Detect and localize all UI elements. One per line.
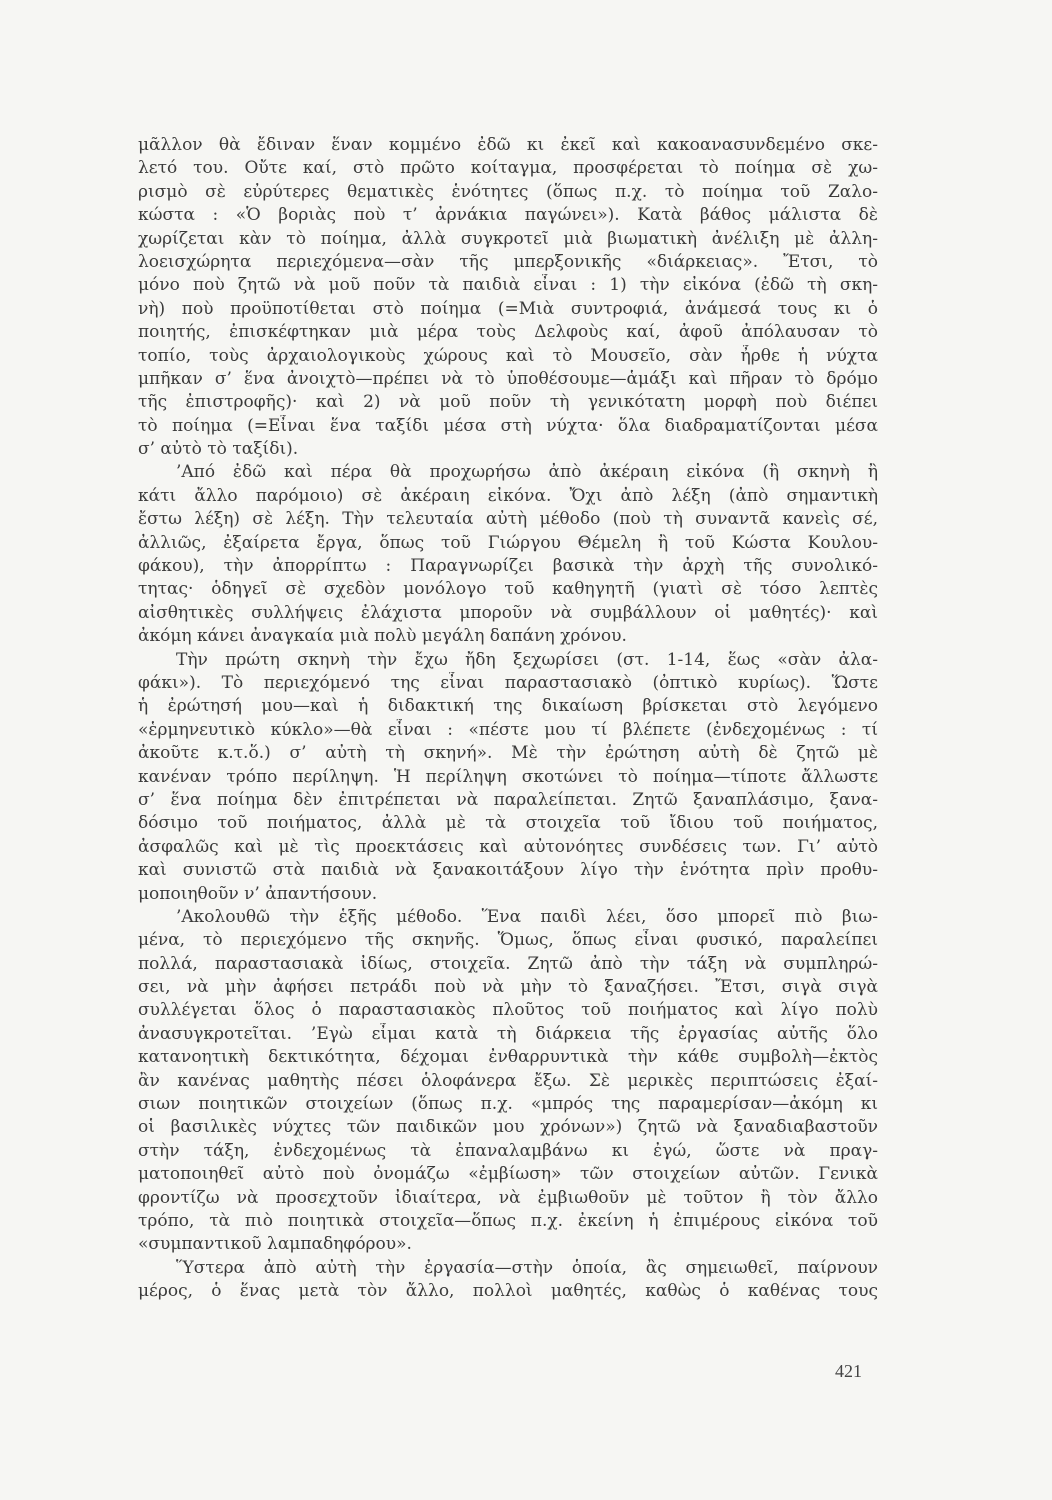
text-line: σ’ ἕνα ποίημα δὲν ἐπιτρέπεται νὰ παραλείπεται. Ζητῶ ξαναπλάσιμο, ξανα- — [138, 789, 878, 810]
text-line: ἀνασυγκροτεῖται. ’Εγὼ εἶμαι κατὰ τὴ διάρκεια τῆς ἐργασίας αὐτῆς ὅλο — [138, 1023, 878, 1044]
text-line: δόσιμο τοῦ ποιήματος, ἀλλὰ μὲ τὰ στοιχεῖα τοῦ ἴδιου τοῦ ποιήματος, — [138, 813, 878, 834]
text-line: νὴ) ποὺ προϋποτίθεται στὸ ποίημα (=Μιὰ συντροφιά, ἀνάμεσά τους κι ὁ — [138, 298, 878, 319]
text-line: συλλέγεται ὅλος ὁ παραστασιακὸς πλοῦτος τοῦ ποιήματος καὶ λίγο πολὺ — [138, 1000, 878, 1021]
text-line: ἀκόμη κάνει ἀναγκαία μιὰ πολὺ μεγάλη δαπάνη χρόνου. — [138, 626, 627, 647]
text-line: κώστα : «Ὁ βοριὰς ποὺ τ’ ἀρνάκια παγώνει»). Κατὰ βάθος μάλιστα δὲ — [138, 205, 878, 226]
text-line: ’Ακολουθῶ τὴν ἑξῆς μέθοδο. Ἕνα παιδὶ λέει, ὅσο μπορεῖ πιὸ βιω- — [176, 906, 878, 927]
text-line: κάτι ἄλλο παρόμοιο) σὲ ἀκέραιη εἰκόνα. Ὄχι ἀπὸ λέξη (ἀπὸ σημαντικὴ — [138, 485, 878, 506]
text-line: ποιητής, ἐπισκέφτηκαν μιὰ μέρα τοὺς Δελφοὺς καί, ἀφοῦ ἀπόλαυσαν τὸ — [138, 322, 878, 343]
text-line: «συμπαντικοῦ λαμπαδηφόρου». — [138, 1234, 412, 1255]
text-line: τῆς ἐπιστροφῆς)· καὶ 2) νὰ μοῦ ποῦν τὴ γενικότατη μορφὴ ποὺ διέπει — [138, 392, 878, 413]
text-line: τρόπο, τὰ πιὸ ποιητικὰ στοιχεῖα—ὅπως π.χ. ἐκείνη ἡ ἐπιμέρους εἰκόνα τοῦ — [138, 1210, 878, 1231]
text-line: τητας· ὁδηγεῖ σὲ σχεδὸν μονόλογο τοῦ καθηγητῆ (γιατὶ σὲ τόσο λεπτὲς — [138, 579, 878, 600]
text-line: ἀλλιῶς, ἐξαίρετα ἔργα, ὅπως τοῦ Γιώργου Θέμελη ἢ τοῦ Κώστα Κουλου- — [138, 532, 878, 553]
text-line: μᾶλλον θὰ ἔδιναν ἕναν κομμένο ἐδῶ κι ἐκεῖ καὶ κακοανασυνδεμένο σκε- — [138, 135, 878, 155]
text-line: Ὕστερα ἀπὸ αὐτὴ τὴν ἐργασία—στὴν ὁποία, ἂς σημειωθεῖ, παίρνουν — [176, 1257, 878, 1278]
text-line: ρισμὸ σὲ εὐρύτερες θεματικὲς ἑνότητες (ὅπως π.χ. τὸ ποίημα τοῦ Ζαλο- — [138, 181, 878, 202]
text-line: Τὴν πρώτη σκηνὴ τὴν ἔχω ἤδη ξεχωρίσει (στ. 1-14, ἕως «σὰν ἀλα- — [176, 649, 878, 670]
text-line: στὴν τάξη, ἐνδεχομένως τὰ ἐπαναλαμβάνω κι ἐγώ, ὥστε νὰ πραγ- — [138, 1140, 878, 1161]
text-line: μόνο ποὺ ζητῶ νὰ μοῦ ποῦν τὰ παιδιὰ εἶναι : 1) τὴν εἰκόνα (ἐδῶ τὴ σκη- — [138, 275, 878, 296]
text-line: πολλά, παραστασιακὰ ἰδίως, στοιχεῖα. Ζητῶ ἀπὸ τὴν τάξη νὰ συμπληρώ- — [138, 953, 878, 974]
text-line: καὶ συνιστῶ στὰ παιδιὰ νὰ ξανακοιτάξουν λίγο τὴν ἑνότητα πρὶν προθυ- — [138, 860, 878, 881]
text-line: ἔστω λέξη) σὲ λέξη. Τὴν τελευταία αὐτὴ μέθοδο (ποὺ τὴ συναντᾶ κανεὶς σέ, — [138, 509, 878, 530]
text-line: λοεισχώρητα περιεχόμενα—σὰν τῆς μπερξονικῆς «διάρκειας». Ἔτσι, τὸ — [138, 251, 878, 272]
text-line: σ’ αὐτὸ τὸ ταξίδι). — [138, 439, 299, 460]
text-line: φάκου), τὴν ἀπορρίπτω : Παραγνωρίζει βασικὰ τὴν ἀρχὴ τῆς συνολικό- — [138, 556, 878, 577]
text-line: αἰσθητικὲς συλλήψεις ἐλάχιστα μποροῦν νὰ συμβάλλουν οἱ μαθητές)· καὶ — [138, 602, 878, 623]
text-line: τὸ ποίημα (=Εἶναι ἕνα ταξίδι μέσα στὴ νύχτα· ὅλα διαδραματίζονται μέσα — [138, 415, 878, 436]
text-line: λετό του. Οὔτε καί, στὸ πρῶτο κοίταγμα, προσφέρεται τὸ ποίημα σὲ χω- — [138, 158, 878, 179]
text-line: μπῆκαν σ’ ἕνα ἀνοιχτὸ—πρέπει νὰ τὸ ὑποθέσουμε—ἁμάξι καὶ πῆραν τὸ δρόμο — [138, 368, 878, 389]
text-line: σιων ποιητικῶν στοιχείων (ὅπως π.χ. «μπρός της παραμερίσαν—ἀκόμη κι — [138, 1094, 878, 1115]
text-line: ’Από ἐδῶ καὶ πέρα θὰ προχωρήσω ἀπὸ ἀκέραιη εἰκόνα (ἢ σκηνὴ ἢ — [176, 462, 878, 483]
text-line: κατανοητικὴ δεκτικότητα, δέχομαι ἐνθαρρυντικὰ τὴν κάθε συμβολὴ—ἐκτὸς — [138, 1047, 878, 1068]
text-line: ἀκοῦτε κ.τ.ὅ.) σ’ αὐτὴ τὴ σκηνή». Μὲ τὴν ἐρώτηση αὐτὴ δὲ ζητῶ μὲ — [138, 743, 878, 764]
text-line: μένα, τὸ περιεχόμενο τῆς σκηνῆς. Ὅμως, ὅπως εἶναι φυσικό, παραλείπει — [138, 930, 878, 951]
text-line: τοπίο, τοὺς ἀρχαιολογικοὺς χώρους καὶ τὸ Μουσεῖο, σὰν ἦρθε ἡ νύχτα — [138, 345, 878, 366]
text-line: φροντίζω νὰ προσεχτοῦν ἰδιαίτερα, νὰ ἐμβιωθοῦν μὲ τοῦτον ἢ τὸν ἄλλο — [138, 1187, 878, 1208]
text-line: ἀσφαλῶς καὶ μὲ τὶς προεκτάσεις καὶ αὐτονόητες συνδέσεις των. Γι’ αὐτὸ — [138, 836, 878, 857]
text-line: φάκι»). Τὸ περιεχόμενό της εἶναι παραστασιακὸ (ὀπτικὸ κυρίως). Ὥστε — [138, 672, 878, 693]
text-line: μοποιηθοῦν ν’ ἀπαντήσουν. — [138, 883, 378, 904]
text-line: οἱ βασιλικὲς νύχτες τῶν παιδικῶν μου χρόνων») ζητῶ νὰ ξαναδιαβαστοῦν — [138, 1117, 878, 1138]
body-text — [138, 134, 878, 1304]
text-line: κανέναν τρόπο περίληψη. Ἡ περίληψη σκοτώνει τὸ ποίημα—τίποτε ἄλλωστε — [138, 766, 878, 787]
text-line: σει, νὰ μὴν ἀφήσει πετράδι ποὺ νὰ μὴν τὸ ξαναζήσει. Ἔτσι, σιγὰ σιγὰ — [138, 977, 878, 998]
text-line: ἡ ἐρώτησή μου—καὶ ἡ διδακτική της δικαίωση βρίσκεται στὸ λεγόμενο — [138, 696, 878, 717]
text-line: ἂν κανένας μαθητὴς πέσει ὁλοφάνερα ἔξω. Σὲ μερικὲς περιπτώσεις ἐξαί- — [138, 1070, 878, 1091]
page-number: 421 — [835, 1361, 862, 1381]
text-line: μέρος, ὁ ἕνας μετὰ τὸν ἄλλο, πολλοὶ μαθητές, καθὼς ὁ καθένας τους — [138, 1281, 878, 1302]
text-line: χωρίζεται κὰν τὸ ποίημα, ἀλλὰ συγκροτεῖ μιὰ βιωματικὴ ἀνέλιξη μὲ ἀλλη- — [138, 228, 878, 249]
text-line: «ἑρμηνευτικὸ κύκλο»—θὰ εἶναι : «πέστε μου τί βλέπετε (ἐνδεχομένως : τί — [138, 719, 878, 740]
text-line: ματοποιηθεῖ αὐτὸ ποὺ ὀνομάζω «ἐμβίωση» τῶν στοιχείων αὐτῶν. Γενικὰ — [138, 1164, 878, 1185]
